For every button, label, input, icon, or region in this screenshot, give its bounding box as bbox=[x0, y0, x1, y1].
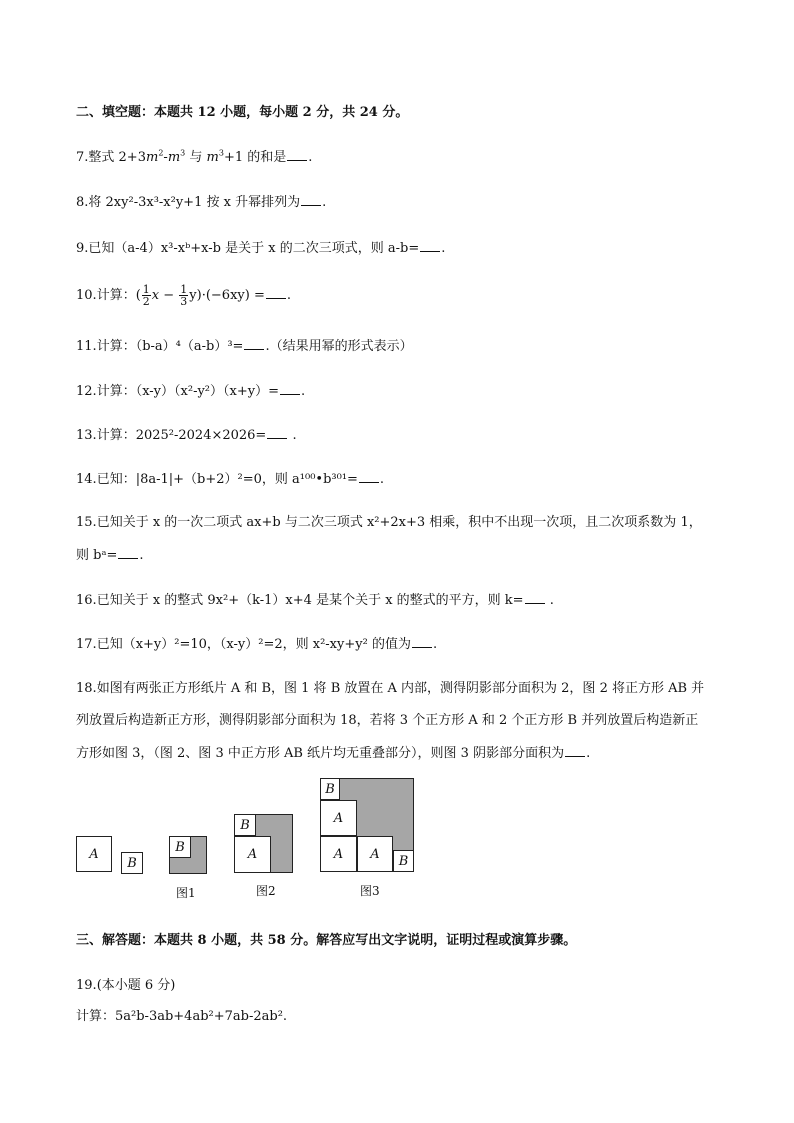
question-14: 14.已知：|8a-1|+（b+2）²=0，则 a¹⁰⁰•b³⁰¹= . bbox=[76, 472, 385, 487]
question-18: 18.如图有两张正方形纸片 A 和 B，图 1 将 B 放置在 A 内部，测得阴影部分面积为 2，图 2 将正方形 AB 并 bbox=[76, 681, 705, 696]
question-16: 16.已知关于 x 的整式 9x²+（k-1）x+4 是某个关于 x 的整式的平方，则 k= . bbox=[76, 593, 554, 608]
fig3-square-b-corner: B bbox=[393, 850, 414, 872]
section-3-title: 三、解答题：本题共 8 小题，共 58 分。解答应写出文字说明，证明过程或演算步骤。 bbox=[76, 933, 577, 948]
answer-blank[interactable] bbox=[525, 591, 545, 604]
question-9: 9.已知（a-4）x³-xᵇ+x-b 是关于 x 的二次三项式，则 a-b= . bbox=[76, 241, 446, 256]
fraction-half: $\frac{1}{2}$ bbox=[142, 283, 150, 308]
question-11: 11.计算：（b-a）⁴（a-b）³= .（结果用幂的形式表示） bbox=[76, 339, 413, 354]
question-19-header: 19.(本小题 6 分) bbox=[76, 978, 176, 993]
fig2-square-b: B bbox=[234, 814, 256, 836]
question-18-line-2: 列放置后构造新正方形，测得阴影部分面积为 18，若将 3 个正方形 A 和 2 个正方形 B 并列放置后构造新正 bbox=[76, 713, 699, 728]
fig1-caption: 图1 bbox=[176, 886, 196, 900]
question-15-line-2: 则 bᵃ= . bbox=[76, 548, 144, 563]
question-13: 13.计算：2025²-2024×2026= . bbox=[76, 428, 297, 443]
fig3-square-b-top: B bbox=[320, 778, 340, 800]
answer-blank[interactable] bbox=[301, 193, 321, 206]
question-7: 7.整式 $2+3m^2-m^3$ 与 $m^3+1$ 的和是 . bbox=[76, 148, 313, 165]
fig3-square-a-lower-mid: A bbox=[357, 836, 393, 872]
answer-blank[interactable] bbox=[266, 286, 286, 299]
answer-blank[interactable] bbox=[118, 546, 138, 559]
question-10: 10.计算：( $\frac{1}{2}$ x − $\frac{1}{3}$ y)·(−6xy) = . bbox=[76, 283, 291, 308]
fig3-caption: 图3 bbox=[360, 884, 380, 898]
fig2-square-a: A bbox=[234, 836, 271, 873]
answer-blank[interactable] bbox=[267, 426, 287, 439]
fig3-square-a-upper: A bbox=[320, 800, 357, 836]
fig3-square-a-lower-left: A bbox=[320, 836, 357, 872]
answer-blank[interactable] bbox=[565, 744, 585, 757]
fig1-square-b-inside: B bbox=[169, 836, 191, 858]
fig1-square-a: A bbox=[76, 836, 112, 872]
answer-blank[interactable] bbox=[420, 239, 440, 252]
question-19-text: 计算：5a²b-3ab+4ab²+7ab-2ab². bbox=[76, 1009, 288, 1024]
section-2-title: 二、填空题：本题共 12 小题，每小题 2 分，共 24 分。 bbox=[76, 105, 409, 120]
q7-number: 7. bbox=[76, 150, 89, 165]
answer-blank[interactable] bbox=[244, 337, 264, 350]
answer-blank[interactable] bbox=[359, 470, 379, 483]
question-8: 8.将 2xy²-3x³-x²y+1 按 x 升幂排列为 . bbox=[76, 195, 327, 210]
answer-blank[interactable] bbox=[287, 148, 307, 161]
question-18-line-3: 方形如图 3，（图 2、图 3 中正方形 AB 纸片均无重叠部分），则图 3 阴影部分面积为 . bbox=[76, 746, 591, 761]
answer-blank[interactable] bbox=[412, 635, 432, 648]
question-12: 12.计算：（x-y）（x²-y²）（x+y）= . bbox=[76, 384, 306, 399]
question-15: 15.已知关于 x 的一次二项式 ax+b 与二次三项式 x²+2x+3 相乘，积中不出现一次项，且二次项系数为 1， bbox=[76, 515, 702, 530]
fraction-third: $\frac{1}{3}$ bbox=[180, 283, 188, 308]
fig1-square-b: B bbox=[121, 852, 143, 874]
answer-blank[interactable] bbox=[280, 382, 300, 395]
fig2-caption: 图2 bbox=[256, 884, 276, 898]
question-17: 17.已知（x+y）²=10，（x-y）²=2，则 x²-xy+y² 的值为 . bbox=[76, 637, 438, 652]
